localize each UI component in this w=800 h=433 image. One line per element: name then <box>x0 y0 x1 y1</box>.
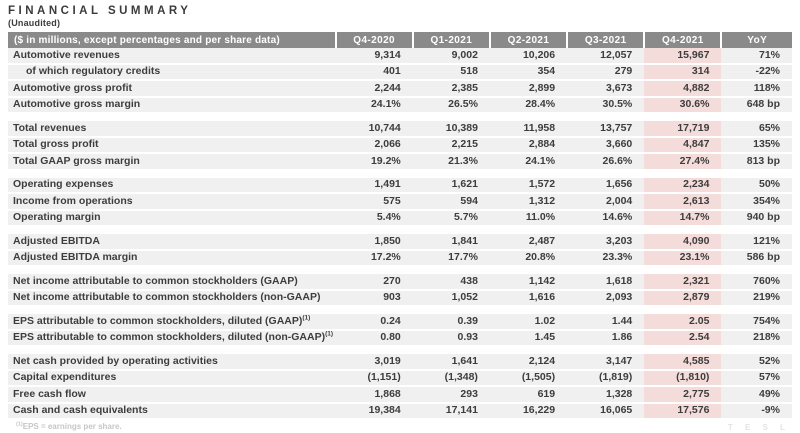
table-row <box>8 403 792 420</box>
row-label: Operating expenses <box>8 178 336 194</box>
row-label: Adjusted EBITDA <box>8 234 336 250</box>
cell-yoy: 57% <box>721 370 792 387</box>
cell-q1-2021: 518 <box>413 64 490 81</box>
cell-q4-2020: 24.1% <box>336 97 413 114</box>
table-row <box>8 354 792 370</box>
row-label: EPS attributable to common stockholders, diluted (GAAP)$^{(1)}$ <box>8 314 336 330</box>
table-row <box>8 314 792 330</box>
cell-q2-2021: 2,884 <box>490 137 567 154</box>
cell-q4-2020: 19.2% <box>336 153 413 170</box>
cell-q4-2020: 5.4% <box>336 210 413 227</box>
table-row <box>8 80 792 97</box>
table-row <box>8 97 792 114</box>
tesla-watermark: T E S L <box>727 423 790 432</box>
cell-yoy: 760% <box>721 274 792 290</box>
cell-q1-2021: 0.93 <box>413 330 490 347</box>
cell-q2-2021: 619 <box>490 386 567 403</box>
cell-q4-2021: 14.7% <box>644 210 721 227</box>
cell-q1-2021: 293 <box>413 386 490 403</box>
footnote-text: EPS = earnings per share. <box>22 422 122 431</box>
cell-q2-2021: 1,312 <box>490 193 567 210</box>
cell-q2-2021: 11,958 <box>490 121 567 137</box>
row-label: Income from operations <box>8 193 336 210</box>
cell-q1-2021: 2,215 <box>413 137 490 154</box>
cell-yoy: 754% <box>721 314 792 330</box>
cell-q3-2021: 1.44 <box>567 314 644 330</box>
group-spacer <box>8 306 792 314</box>
table-header <box>8 32 792 48</box>
cell-q2-2021: 1.02 <box>490 314 567 330</box>
footnote <box>16 422 792 431</box>
cell-q4-2020: (1,151) <box>336 370 413 387</box>
row-label: of which regulatory credits <box>8 64 336 81</box>
table-row <box>8 370 792 387</box>
row-label: Adjusted EBITDA margin <box>8 250 336 267</box>
cell-yoy: 648 bp <box>721 97 792 114</box>
group-spacer-cell <box>8 306 792 314</box>
cell-q3-2021: 1,656 <box>567 178 644 194</box>
cell-yoy: -22% <box>721 64 792 81</box>
table-row <box>8 386 792 403</box>
cell-q1-2021: 438 <box>413 274 490 290</box>
cell-q4-2021: 4,882 <box>644 80 721 97</box>
column-header-q2-2021: Q2-2021 <box>490 32 567 48</box>
cell-q4-2021: 4,585 <box>644 354 721 370</box>
cell-yoy: 135% <box>721 137 792 154</box>
table-row <box>8 178 792 194</box>
cell-q1-2021: 17.7% <box>413 250 490 267</box>
cell-q3-2021: (1,819) <box>567 370 644 387</box>
cell-q2-2021: 2,899 <box>490 80 567 97</box>
cell-q2-2021: 1,142 <box>490 274 567 290</box>
cell-q1-2021: 17,141 <box>413 403 490 420</box>
row-label: Operating margin <box>8 210 336 227</box>
cell-q2-2021: 10,206 <box>490 48 567 64</box>
cell-q4-2020: 575 <box>336 193 413 210</box>
cell-q4-2020: 1,850 <box>336 234 413 250</box>
table-row <box>8 153 792 170</box>
cell-q2-2021: (1,505) <box>490 370 567 387</box>
row-label: Net income attributable to common stockholders (GAAP) <box>8 274 336 290</box>
cell-q4-2020: 9,314 <box>336 48 413 64</box>
cell-q4-2020: 270 <box>336 274 413 290</box>
column-header-yoy: YoY <box>721 32 792 48</box>
row-label: Total revenues <box>8 121 336 137</box>
cell-yoy: 121% <box>721 234 792 250</box>
table-row <box>8 330 792 347</box>
cell-yoy: 354% <box>721 193 792 210</box>
cell-q3-2021: 1,618 <box>567 274 644 290</box>
cell-q3-2021: 13,757 <box>567 121 644 137</box>
cell-q4-2021: 2,775 <box>644 386 721 403</box>
cell-q3-2021: 12,057 <box>567 48 644 64</box>
cell-yoy: 118% <box>721 80 792 97</box>
cell-q4-2020: 0.24 <box>336 314 413 330</box>
table-row <box>8 121 792 137</box>
cell-q3-2021: 16,065 <box>567 403 644 420</box>
cell-q3-2021: 23.3% <box>567 250 644 267</box>
footnote-superscript: (1) <box>16 421 23 428</box>
row-label: Automotive revenues <box>8 48 336 64</box>
cell-q4-2020: 401 <box>336 64 413 81</box>
cell-q1-2021: 10,389 <box>413 121 490 137</box>
cell-q3-2021: 279 <box>567 64 644 81</box>
column-header-q3-2021: Q3-2021 <box>567 32 644 48</box>
cell-q1-2021: 1,052 <box>413 290 490 307</box>
row-label: Capital expenditures <box>8 370 336 387</box>
group-spacer <box>8 113 792 121</box>
cell-yoy: 586 bp <box>721 250 792 267</box>
cell-q4-2020: 19,384 <box>336 403 413 420</box>
cell-q2-2021: 20.8% <box>490 250 567 267</box>
cell-q4-2020: 2,066 <box>336 137 413 154</box>
table-row <box>8 274 792 290</box>
cell-q4-2020: 3,019 <box>336 354 413 370</box>
cell-yoy: 49% <box>721 386 792 403</box>
column-header-q4-2021: Q4-2021 <box>644 32 721 48</box>
table-row <box>8 210 792 227</box>
row-label-superscript: (1) <box>325 330 334 338</box>
row-label: Total GAAP gross margin <box>8 153 336 170</box>
table-row <box>8 234 792 250</box>
cell-yoy: 219% <box>721 290 792 307</box>
row-label: Free cash flow <box>8 386 336 403</box>
table-row <box>8 137 792 154</box>
cell-yoy: 813 bp <box>721 153 792 170</box>
cell-q1-2021: 1,841 <box>413 234 490 250</box>
group-spacer <box>8 266 792 274</box>
cell-q3-2021: 26.6% <box>567 153 644 170</box>
cell-q4-2021: 2,321 <box>644 274 721 290</box>
cell-q4-2021: 17,719 <box>644 121 721 137</box>
group-spacer <box>8 170 792 178</box>
cell-q2-2021: 2,487 <box>490 234 567 250</box>
cell-q1-2021: 26.5% <box>413 97 490 114</box>
group-spacer <box>8 346 792 354</box>
cell-q1-2021: 0.39 <box>413 314 490 330</box>
cell-q1-2021: (1,348) <box>413 370 490 387</box>
cell-q1-2021: 1,641 <box>413 354 490 370</box>
page-subtitle: (Unaudited) <box>8 18 61 28</box>
cell-q3-2021: 30.5% <box>567 97 644 114</box>
cell-q4-2021: 314 <box>644 64 721 81</box>
cell-q4-2020: 903 <box>336 290 413 307</box>
cell-q4-2020: 17.2% <box>336 250 413 267</box>
cell-q4-2021: 2.54 <box>644 330 721 347</box>
cell-q1-2021: 21.3% <box>413 153 490 170</box>
cell-yoy: 940 bp <box>721 210 792 227</box>
column-header-q1-2021: Q1-2021 <box>413 32 490 48</box>
column-header-q4-2020: Q4-2020 <box>336 32 413 48</box>
table-row <box>8 290 792 307</box>
row-label: Automotive gross margin <box>8 97 336 114</box>
group-spacer-cell <box>8 346 792 354</box>
cell-yoy: 52% <box>721 354 792 370</box>
group-spacer-cell <box>8 226 792 234</box>
cell-q3-2021: 3,660 <box>567 137 644 154</box>
cell-q3-2021: 2,004 <box>567 193 644 210</box>
row-label: EPS attributable to common stockholders, diluted (non-GAAP)$^{(1)}$ <box>8 330 336 347</box>
cell-q4-2021: 27.4% <box>644 153 721 170</box>
cell-q3-2021: 14.6% <box>567 210 644 227</box>
cell-q3-2021: 3,203 <box>567 234 644 250</box>
cell-yoy: -9% <box>721 403 792 420</box>
cell-q3-2021: 3,147 <box>567 354 644 370</box>
cell-q4-2021: (1,810) <box>644 370 721 387</box>
group-spacer-cell <box>8 266 792 274</box>
table-row <box>8 64 792 81</box>
cell-q1-2021: 594 <box>413 193 490 210</box>
cell-q1-2021: 1,621 <box>413 178 490 194</box>
group-spacer-cell <box>8 170 792 178</box>
cell-q2-2021: 1,572 <box>490 178 567 194</box>
cell-q4-2021: 15,967 <box>644 48 721 64</box>
table-row <box>8 193 792 210</box>
cell-q4-2021: 2,879 <box>644 290 721 307</box>
cell-q4-2020: 1,868 <box>336 386 413 403</box>
cell-q4-2021: 2,234 <box>644 178 721 194</box>
row-label: Cash and cash equivalents <box>8 403 336 420</box>
cell-q4-2021: 4,847 <box>644 137 721 154</box>
cell-q2-2021: 11.0% <box>490 210 567 227</box>
row-label: Total gross profit <box>8 137 336 154</box>
cell-q1-2021: 9,002 <box>413 48 490 64</box>
cell-yoy: 71% <box>721 48 792 64</box>
column-header-label: ($ in millions, except percentages and per share data) <box>8 32 336 48</box>
cell-q1-2021: 5.7% <box>413 210 490 227</box>
cell-q4-2021: 23.1% <box>644 250 721 267</box>
cell-q2-2021: 16,229 <box>490 403 567 420</box>
row-label: Net income attributable to common stockholders (non-GAAP) <box>8 290 336 307</box>
table-row <box>8 48 792 64</box>
cell-q2-2021: 2,124 <box>490 354 567 370</box>
cell-q4-2020: 0.80 <box>336 330 413 347</box>
cell-q4-2021: 4,090 <box>644 234 721 250</box>
group-spacer-cell <box>8 113 792 121</box>
cell-q3-2021: 2,093 <box>567 290 644 307</box>
table-body <box>8 48 792 419</box>
cell-q2-2021: 24.1% <box>490 153 567 170</box>
cell-q4-2020: 2,244 <box>336 80 413 97</box>
financial-summary-table <box>8 32 792 420</box>
cell-q2-2021: 354 <box>490 64 567 81</box>
cell-q2-2021: 28.4% <box>490 97 567 114</box>
cell-q4-2021: 30.6% <box>644 97 721 114</box>
page-title: FINANCIAL SUMMARY <box>8 5 192 17</box>
cell-q3-2021: 1,328 <box>567 386 644 403</box>
table-row <box>8 250 792 267</box>
cell-q4-2021: 2,613 <box>644 193 721 210</box>
row-label-superscript: (1) <box>302 314 311 321</box>
row-label: Net cash provided by operating activities <box>8 354 336 370</box>
cell-q4-2020: 1,491 <box>336 178 413 194</box>
group-spacer <box>8 226 792 234</box>
table-header-row <box>8 32 792 48</box>
row-label: Automotive gross profit <box>8 80 336 97</box>
cell-q1-2021: 2,385 <box>413 80 490 97</box>
cell-q4-2021: 17,576 <box>644 403 721 420</box>
cell-yoy: 65% <box>721 121 792 137</box>
cell-q3-2021: 3,673 <box>567 80 644 97</box>
cell-q4-2020: 10,744 <box>336 121 413 137</box>
cell-yoy: 218% <box>721 330 792 347</box>
cell-q2-2021: 1.45 <box>490 330 567 347</box>
cell-q2-2021: 1,616 <box>490 290 567 307</box>
cell-yoy: 50% <box>721 178 792 194</box>
cell-q3-2021: 1.86 <box>567 330 644 347</box>
cell-q4-2021: 2.05 <box>644 314 721 330</box>
